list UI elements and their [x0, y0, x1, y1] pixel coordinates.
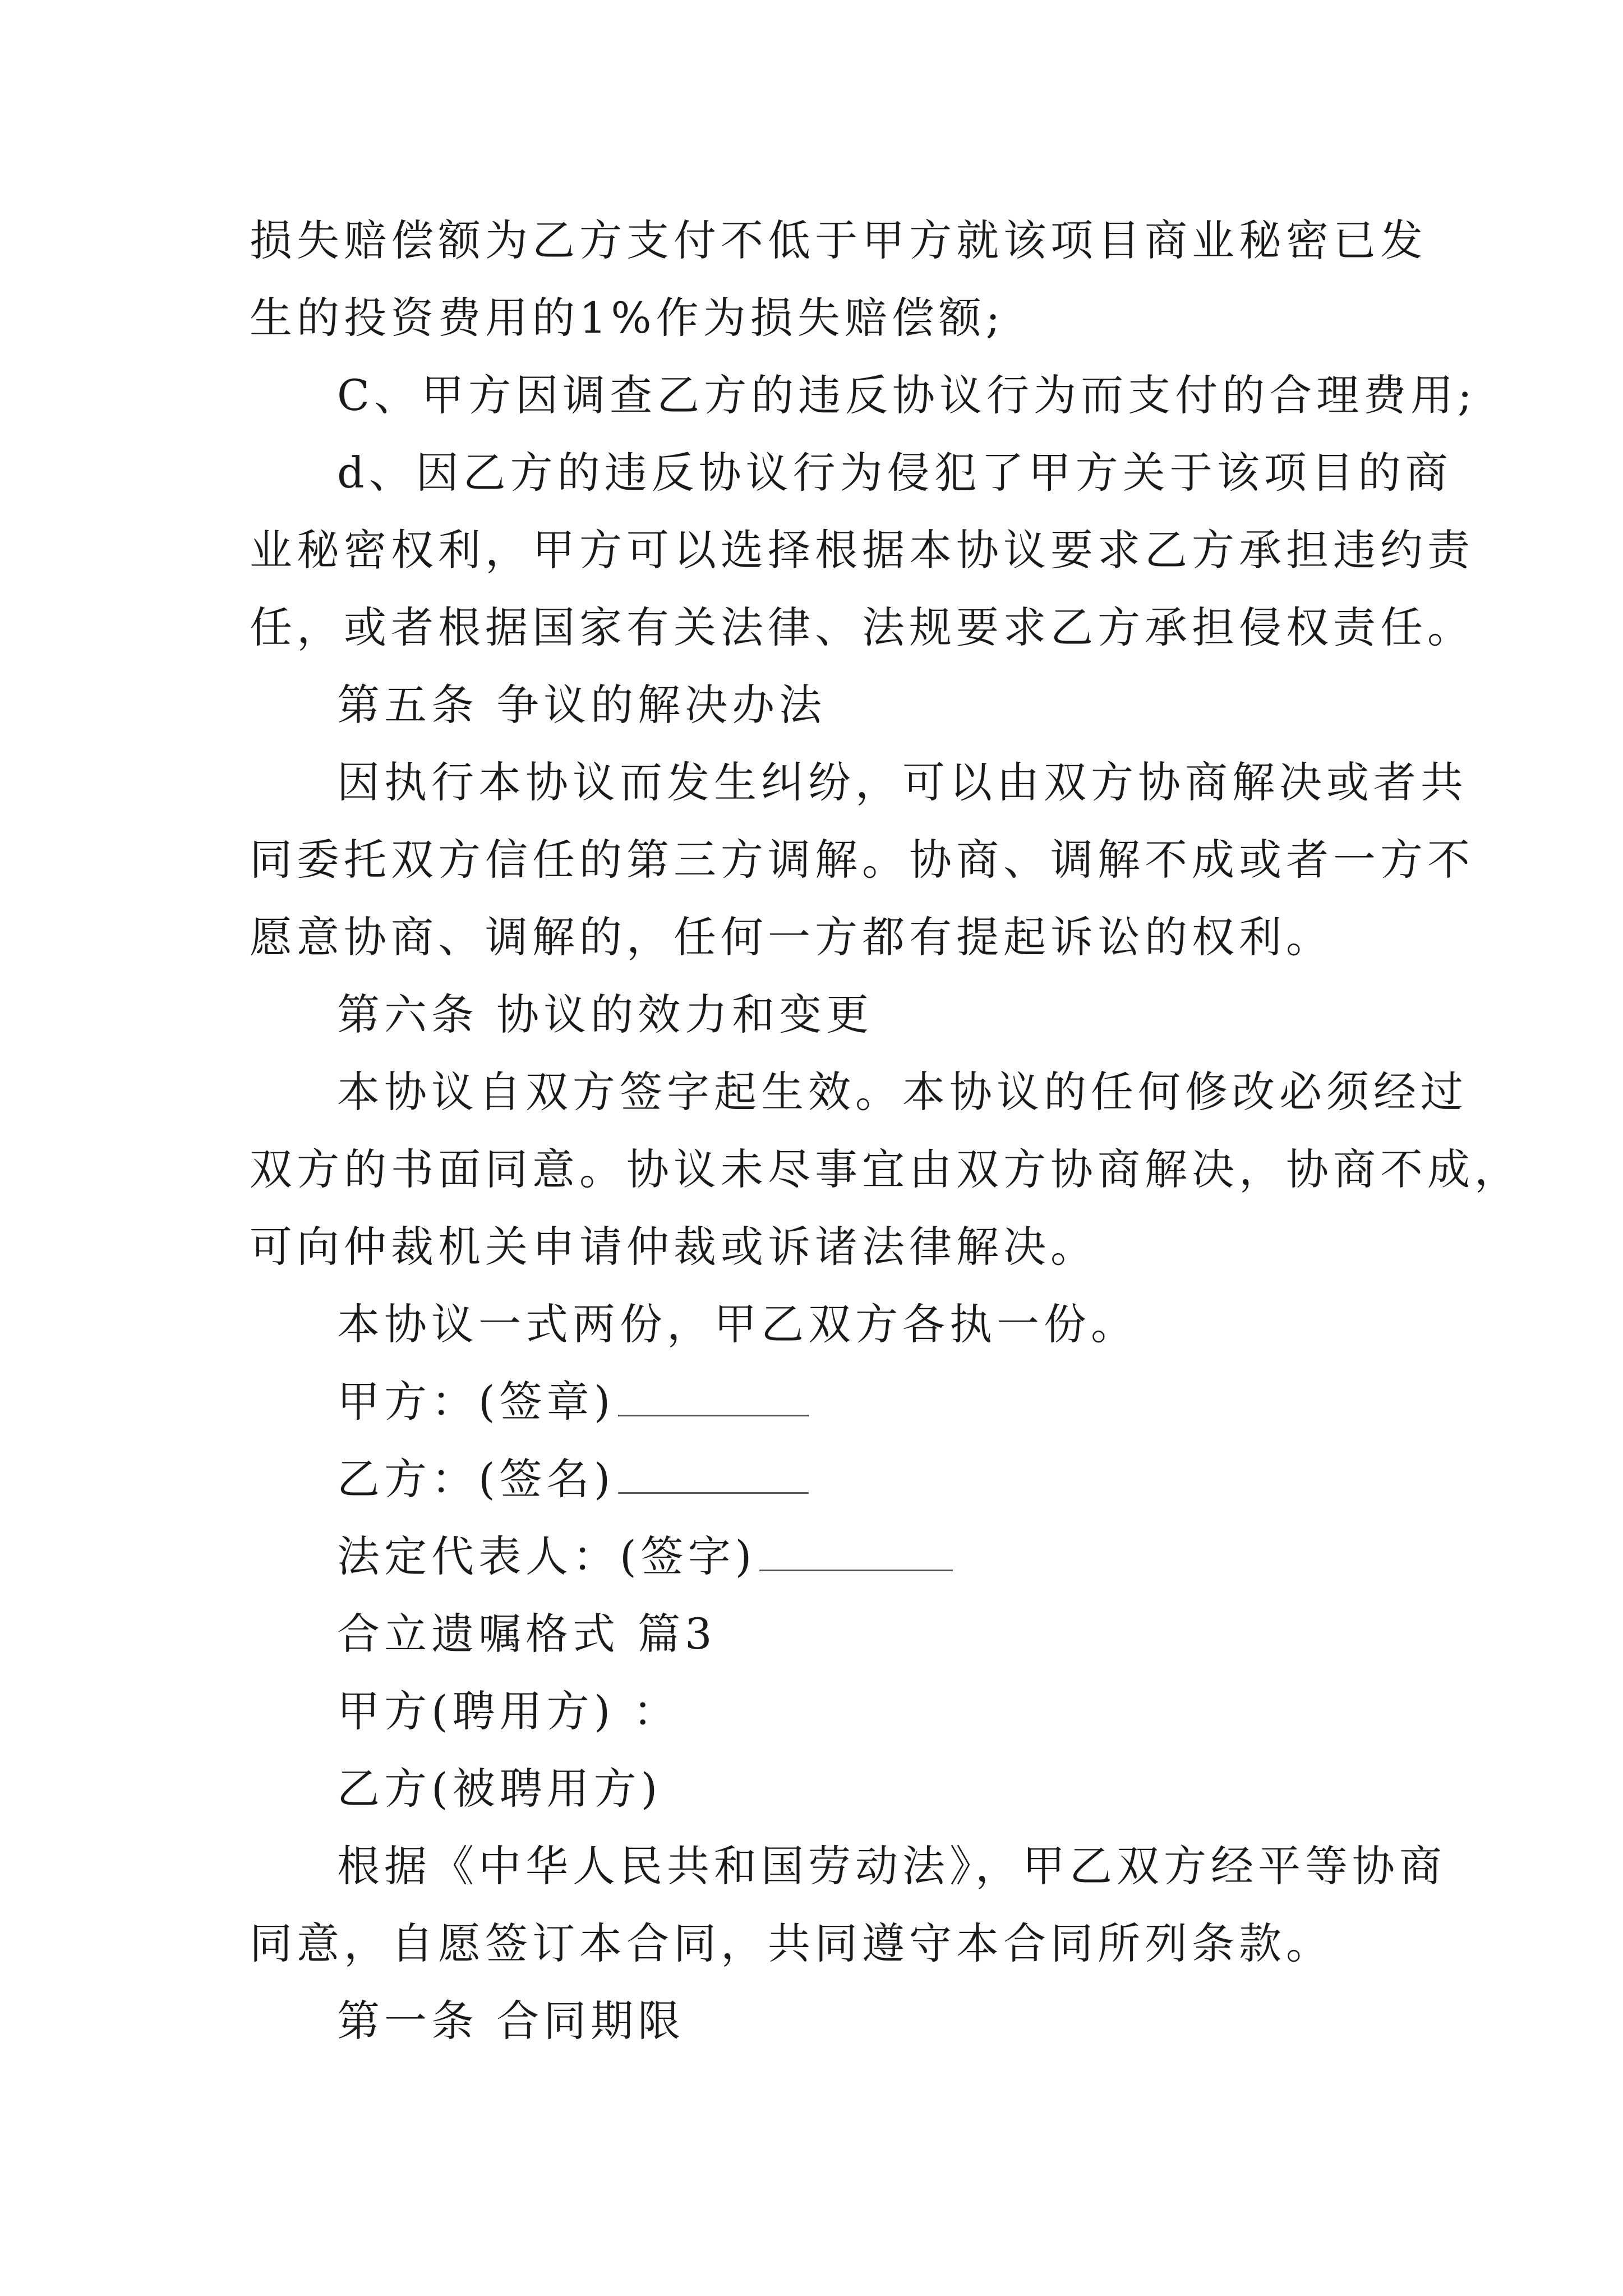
signature-blank: [618, 1470, 809, 1494]
section-title: 合立遗嘱格式 篇3: [337, 1609, 717, 1659]
paragraph-line: 同意，自愿签订本合同，共同遵守本合同所列条款。: [250, 1918, 1333, 1968]
signature-label: 乙方：(签名): [337, 1454, 615, 1504]
paragraph-line: 可向仲裁机关申请仲裁或诉诸法律解决。: [250, 1222, 1098, 1272]
paragraph-line: 根据《中华人民共和国劳动法》，甲乙双方经平等协商: [337, 1841, 1446, 1891]
signature-label: 甲方：(签章): [337, 1377, 615, 1427]
paragraph-line: 业秘密权利，甲方可以选择根据本协议要求乙方承担违约责: [250, 525, 1474, 575]
signature-blank: [618, 1392, 809, 1416]
signature-line-legal-rep: [250, 1518, 1388, 1595]
signature-blank: [759, 1547, 953, 1571]
paragraph-line: 本协议一式两份，甲乙双方各执一份。: [337, 1299, 1138, 1349]
signature-label: 法定代表人：(签字): [337, 1531, 757, 1581]
section-heading: 第五条 争议的解决办法: [337, 680, 827, 730]
paragraph-line: 任，或者根据国家有关法律、法规要求乙方承担侵权责任。: [250, 602, 1474, 652]
paragraph-line: d、因乙方的违反协议行为侵犯了甲方关于该项目的商: [337, 448, 1453, 498]
paragraph-line: 生的投资费用的1%作为损失赔偿额;: [250, 293, 1005, 343]
paragraph-line: C、甲方因调查乙方的违反协议行为而支付的合理费用;: [337, 370, 1477, 420]
signature-line-party-b: [250, 1441, 1388, 1518]
paragraph-line: 愿意协商、调解的，任何一方都有提起诉讼的权利。: [250, 912, 1333, 962]
section-heading: 第六条 协议的效力和变更: [337, 990, 874, 1039]
signature-line-party-a: [250, 1363, 1388, 1441]
paragraph-line: 双方的书面同意。协议未尽事宜由双方协商解决，协商不成，: [250, 1144, 1521, 1194]
paragraph-line: 损失赔偿额为乙方支付不低于甲方就该项目商业秘密已发: [250, 215, 1427, 265]
section-heading: 第一条 合同期限: [337, 1996, 685, 2046]
paragraph-line: 因执行本协议而发生纠纷，可以由双方协商解决或者共: [337, 757, 1468, 807]
party-line: 乙方(被聘用方): [337, 1764, 662, 1814]
document-page: [250, 202, 1521, 2060]
paragraph-line: 同委托双方信任的第三方调解。协商、调解不成或者一方不: [250, 835, 1474, 885]
paragraph-line: 本协议自双方签字起生效。本协议的任何修改必须经过: [337, 1067, 1468, 1117]
party-line: 甲方(聘用方) ：: [337, 1686, 680, 1736]
